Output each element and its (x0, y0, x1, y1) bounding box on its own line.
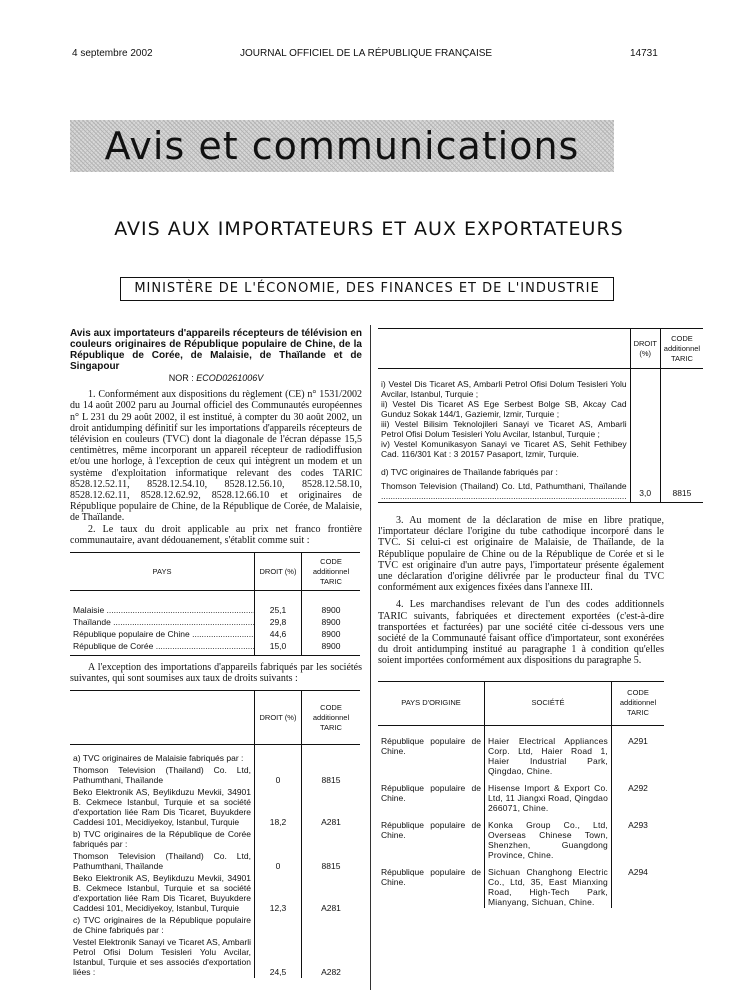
company-cell: Vestel Elektronik Sanayi ve Ticaret AS, Ambarli Petrol Ofisi Dolum Tesisleri Yolu Avcilar, Istanbul, Turquie et ses associés d'exportation liées : (73, 937, 251, 978)
table-row (378, 777, 664, 814)
rate-cell: 24,5 (255, 936, 302, 978)
col-societe: SOCIÉTÉ (485, 681, 612, 725)
nor-value: ECOD0261006V (196, 373, 264, 383)
origin-cell: République populaire de Chine. (381, 735, 481, 756)
paragraph-4: 4. Les marchandises relevant de l'un des codes additionnels TARIC suivants, fabriquées et directement exportées (c'est-à-dire transportées et facturées) par une société citée ci-dessous vers une société de la Communauté faisant office d'importateur, sont exonérées du droit antidumping institué au paragraphe 1 à condition qu'elles soient importées conformément aux dispositions du paragraphe 5. (378, 599, 664, 667)
col-droit: DROIT (%) (255, 691, 302, 745)
table-row (70, 936, 360, 978)
country-name: Malaisie ..... (73, 605, 255, 615)
country-cell (70, 591, 255, 617)
paragraph-3: 3. Au moment de la déclaration de mise en libre pratique, l'importateur déclare l'origine du tube cathodique incorporé dans le TVC. Si celui-ci est originaire de Malaisie, de Thaïlande, de la République populaire de Chine ou de la République de Corée et si le TVC est originaire d'un autre pays, l'importateur présente également une déclaration d'origine délivrée par le producteur final du TVC conformément aux exigences fixées dans l'annexe III. (378, 515, 664, 594)
page-number: 14731 (630, 48, 658, 59)
company-cell: Beko Elektronik AS, Beylikduzu Mevkii, 34901 B. Cekmece Istanbul, Turquie et sa société d'exportation liée Ram Dis Ticaret, Buyukdere Caddesi 101, Mecidiyekoy, Istanbul, Turquie (73, 787, 251, 828)
rate-cell: 0 (255, 850, 302, 872)
rate-cell (255, 745, 302, 765)
col-droit: DROIT (%) (630, 329, 660, 369)
col-code: CODE additionnel TARIC (612, 681, 665, 725)
country-cell (70, 640, 255, 656)
company-list-cell (378, 369, 630, 503)
table-row (70, 828, 360, 850)
rate-cell (255, 914, 302, 936)
rate-cell: 44,6 (255, 628, 302, 640)
table-row (70, 764, 360, 786)
rate-cell: 25,1 (255, 591, 302, 617)
table-row (70, 745, 360, 765)
table-row (378, 814, 664, 861)
taric-cell: 8815 (302, 850, 361, 872)
section-title: AVIS AUX IMPORTATEURS ET AUX EXPORTATEURS (114, 218, 624, 240)
table-company-rates (70, 690, 360, 978)
table-row (70, 786, 360, 828)
taric-cell: A294 (612, 861, 665, 908)
taric-cell: 8815 (660, 369, 703, 503)
country-cell (70, 628, 255, 640)
company-cell: Haier Electrical Appliances Corp. Ltd, Haier Road 1, Haier Industrial Park, Qingdao, Chine. (485, 725, 612, 777)
taric-cell (302, 745, 361, 765)
paragraph-1: 1. Conformément aux dispositions du règlement (CE) n° 1531/2002 du 14 août 2002 paru au Journal officiel des Communautés européennes n° L 231 du 29 août 2002, il est institué, à compter du 30 août 2002, un droit antidumping définitif sur les importations d'appareils récepteurs de télévision en couleurs (TVC) dont la diagonale de l'écran dépasse 15,5 centimètres, même incorporant un appareil récepteur de radiodiffusion et/ou une horloge, à l'exception de ceux qui intègrent un modem et un système d'exploitation informatique relevant des codes TARIC 8528.12.52.11, 8528.12.54.10, 8528.12.56.10, 8528.12.58.10, 8528.12.62.11, 8528.12.62.92, 8528.12.66.10 et originaires de République populaire de Chine, de la République de Corée, de Malaisie, de Thaïlande. (70, 389, 362, 524)
rate-cell: 3,0 (630, 369, 660, 503)
list-item: iii) Vestel Bilisim Teknolojileri Sanayi ve Ticaret AS, Ambarli Petrol Ofisi Dolum Tesisleri Yolu Avcilar, Istanbul, Turquie ; (381, 419, 627, 439)
table-row (70, 914, 360, 936)
taric-cell: 8900 (302, 616, 361, 628)
notice-title: Avis aux importateurs d'appareils récepteurs de télévision en couleurs originaires de République populaire de Chine, de la République de Corée, de Malaisie, de Thaïlande et de Singapour (70, 328, 362, 372)
group-heading: a) TVC originaires de Malaisie fabriqués par : (73, 753, 244, 764)
col-code: CODE additionnel TARIC (302, 691, 361, 745)
country-name: République de Corée ..... (73, 641, 255, 651)
banner (70, 120, 614, 172)
company-name: Thomson Television (Thailand) Co. Ltd, Pathumthani, Thaïlande ..... (381, 481, 627, 501)
table-row (70, 640, 360, 656)
rate-cell (255, 828, 302, 850)
col-droit: DROIT (%) (255, 553, 302, 591)
list-item: i) Vestel Dis Ticaret AS, Ambarli Petrol Ofisi Dolum Tesisleri Yolu Avcilar, Istanbul, Turquie ; (381, 379, 627, 399)
company-cell (381, 481, 627, 501)
country-name: Thaïlande ..... (73, 617, 255, 627)
rate-cell: 29,8 (255, 616, 302, 628)
col-pays: PAYS (70, 553, 255, 591)
header-date: 4 septembre 2002 (72, 48, 153, 59)
list-item: ii) Vestel Dis Ticaret AS Ege Serbest Bolge SB, Akcay Cad Gunduz Sokak 144/1, Gaziemir, Izmir, Turquie ; (381, 399, 627, 419)
taric-cell: A293 (612, 814, 665, 861)
origin-cell: République populaire de Chine. (381, 819, 481, 840)
banner-text: Avis et communications (104, 124, 580, 168)
table-exempt-companies (378, 681, 664, 908)
taric-cell: A281 (302, 872, 361, 914)
taric-cell (302, 828, 361, 850)
group-heading: d) TVC originaires de Thaïlande fabriqués par : (381, 467, 558, 477)
table-vestel-continued (378, 328, 703, 503)
col-code: CODE additionnel TARIC (660, 329, 703, 369)
journal-title: JOURNAL OFFICIEL DE LA RÉPUBLIQUE FRANÇAISE (240, 48, 493, 59)
company-cell: Thomson Television (Thailand) Co. Ltd, Pathumthani, Thaïlande (73, 765, 251, 786)
taric-cell (302, 914, 361, 936)
company-cell: Hisense Import & Export Co. Ltd, 11 Jiangxi Road, Qingdao 266071, Chine. (485, 777, 612, 814)
rate-cell: 18,2 (255, 786, 302, 828)
company-cell: Beko Elektronik AS, Beylikduzu Mevkii, 34901 B. Cekmece Istanbul, Turquie et sa société d'exportation liée Ram Dis Ticaret, Buyukdere Caddesi 101, Mecidiyekoy, Istanbul, Turquie (73, 873, 251, 914)
taric-cell: 8900 (302, 628, 361, 640)
taric-cell: 8900 (302, 591, 361, 617)
rate-cell: 15,0 (255, 640, 302, 656)
left-column (70, 328, 362, 978)
table-row (70, 616, 360, 628)
ministry-box: MINISTÈRE DE L'ÉCONOMIE, DES FINANCES ET DE L'INDUSTRIE (120, 277, 614, 301)
taric-cell: A292 (612, 777, 665, 814)
table-row (70, 591, 360, 617)
origin-cell: République populaire de Chine. (381, 782, 481, 803)
company-cell: Konka Group Co., Ltd, Overseas Chinese Town, Shenzhen, Guangdong Province, Chine. (485, 814, 612, 861)
table-row (70, 628, 360, 640)
country-cell (70, 616, 255, 628)
right-column (378, 328, 701, 908)
table-row (70, 872, 360, 914)
company-cell: Sichuan Changhong Electric Co., Ltd, 35, East Mianxing Road, High-Tech Park, Mianyang, Sichuan, Chine. (485, 861, 612, 908)
col-code: CODE additionnel TARIC (302, 553, 361, 591)
origin-cell: République populaire de Chine. (381, 866, 481, 887)
taric-cell: A291 (612, 725, 665, 777)
table-rates-by-country (70, 552, 360, 656)
nor-reference (70, 373, 362, 384)
column-divider (370, 325, 371, 990)
table-row (70, 850, 360, 872)
table-row (378, 861, 664, 908)
col-pays-origine: PAYS D'ORIGINE (378, 681, 485, 725)
table-row (378, 369, 703, 503)
rate-cell: 12,3 (255, 872, 302, 914)
paragraph-2: 2. Le taux du droit applicable au prix net franco frontière communautaire, avant dédouanement, s'établit comme suit : (70, 523, 362, 546)
table-row (378, 725, 664, 777)
group-heading: b) TVC originaires de la République de Corée fabriqués par : (73, 829, 251, 850)
nor-label: NOR : (168, 373, 197, 383)
rate-cell: 0 (255, 764, 302, 786)
list-item: iv) Vestel Komunikasyon Sanayi ve Ticaret AS, Sehit Fethibey Cad. 116/301 Kat : 3 20157 Pasaport, Izmir, Turquie. (381, 439, 627, 459)
taric-cell: 8815 (302, 764, 361, 786)
paragraph-exception: A l'exception des importations d'appareils fabriqués par les sociétés suivantes, qui sont soumises aux taux de droits suivants : (70, 662, 362, 685)
taric-cell: A281 (302, 786, 361, 828)
taric-cell: 8900 (302, 640, 361, 656)
country-name: République populaire de Chine ..... (73, 629, 255, 639)
group-heading: c) TVC originaires de la République populaire de Chine fabriqués par : (73, 915, 251, 936)
taric-cell: A282 (302, 936, 361, 978)
company-cell: Thomson Television (Thailand) Co. Ltd, Pathumthani, Thaïlande (73, 851, 251, 872)
